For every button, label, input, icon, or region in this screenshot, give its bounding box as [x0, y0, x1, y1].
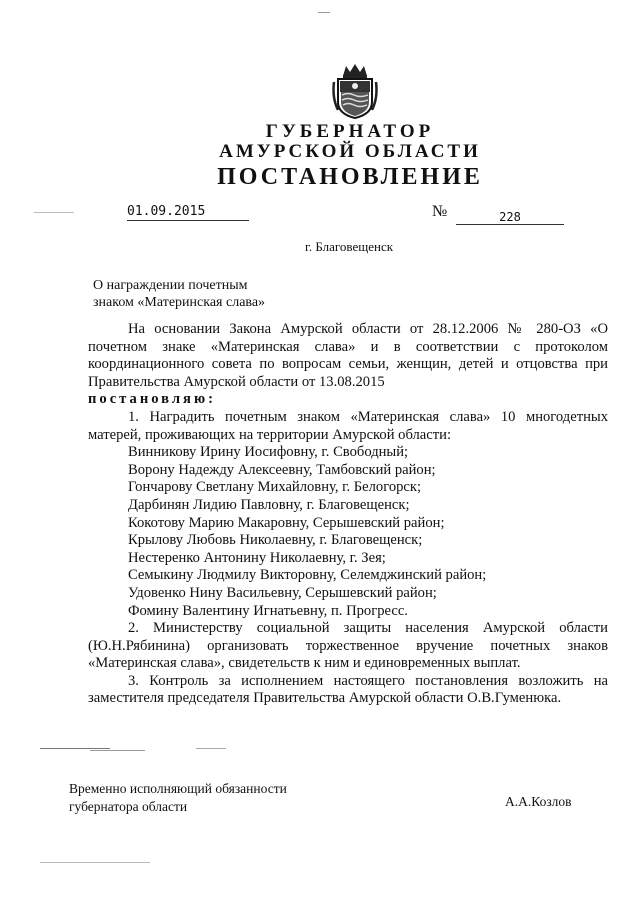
- signatory-name: А.А.Козлов: [505, 794, 572, 809]
- preamble-line: Правительства Амурской области от 13.08.2015: [88, 373, 385, 390]
- header-region: АМУРСКОЙ ОБЛАСТИ: [219, 141, 481, 162]
- document-city: г. Благовещенск: [304, 239, 394, 254]
- document-number: 228: [456, 210, 564, 225]
- preamble-line: почетном знаке «Материнская слава» и в соответствии с протоколом: [88, 338, 608, 355]
- awardee-name: Гончарову Светлану Михайловну, г. Белогорск;: [128, 479, 422, 496]
- item-3-line: заместителя председателя Правительства Амурской области О.В.Гуменюка.: [88, 690, 562, 707]
- preamble-line: координационного совета по вопросам семьи, женщин, детей и отцовства при: [88, 356, 608, 373]
- document-body: [88, 321, 608, 708]
- awardee-name: Удовенко Нину Васильевну, Серышевский район;: [128, 584, 437, 601]
- awardee-name: Семыкину Людмилу Викторовну, Селемджинский район;: [128, 567, 487, 584]
- subject-line: О награждении почетным: [93, 278, 248, 293]
- scan-artifact: [34, 212, 74, 213]
- scan-artifact: [90, 750, 145, 751]
- item-1-line: матерей, проживающих на территории Амурской области:: [88, 426, 452, 443]
- awardee-name: Крылову Любовь Николаевну, г. Благовещенск;: [128, 532, 423, 549]
- scan-artifact: [196, 748, 226, 749]
- scan-artifact: [40, 748, 110, 749]
- awardee-name: Винникову Ирину Иосифовну, г. Свободный;: [128, 444, 409, 461]
- amur-oblast-coat-of-arms-icon: [330, 62, 380, 120]
- decree-word: постановляю:: [88, 391, 216, 408]
- number-sign: №: [432, 203, 448, 220]
- scan-artifact: [318, 12, 330, 13]
- document-subject: [93, 277, 333, 311]
- item-2-line: (Ю.Н.Рябинина) организовать торжественное вручение почетных знаков: [88, 637, 608, 654]
- scan-artifact: [40, 862, 150, 863]
- header-governor: ГУБЕРНАТОР: [265, 121, 435, 142]
- item-2-line: «Материнская слава», свидетельств к ним и единовременных выплат.: [88, 655, 521, 672]
- item-3-line: 3. Контроль за исполнением настоящего постановления возложить на: [128, 672, 608, 689]
- document-type-title: ПОСТАНОВЛЕНИЕ: [217, 164, 483, 190]
- awardee-name: Дарбинян Лидию Павловну, г. Благовещенск;: [128, 496, 410, 513]
- item-1-line: 1. Наградить почетным знаком «Материнская слава» 10 многодетных: [128, 408, 608, 425]
- signatory-title-line: Временно исполняющий обязанности: [69, 781, 287, 796]
- awardee-name: Кокотову Марию Макаровну, Серышевский район;: [128, 514, 445, 531]
- awardee-name: Ворону Надежду Алексеевну, Тамбовский район;: [128, 461, 436, 478]
- signatory-title: [69, 780, 329, 816]
- awardee-name: Фомину Валентину Игнатьевну, п. Прогресс.: [128, 602, 408, 619]
- subject-line: знаком «Материнская слава»: [93, 295, 266, 310]
- awardee-name: Нестеренко Антонину Николаевну, г. Зея;: [128, 549, 386, 566]
- preamble-line: На основании Закона Амурской области от 28.12.2006 № 280-ОЗ «О: [128, 321, 608, 337]
- document-date: 01.09.2015: [127, 204, 249, 221]
- item-2-line: 2. Министерству социальной защиты населения Амурской области: [128, 620, 608, 637]
- signatory-title-line: губернатора области: [69, 799, 188, 814]
